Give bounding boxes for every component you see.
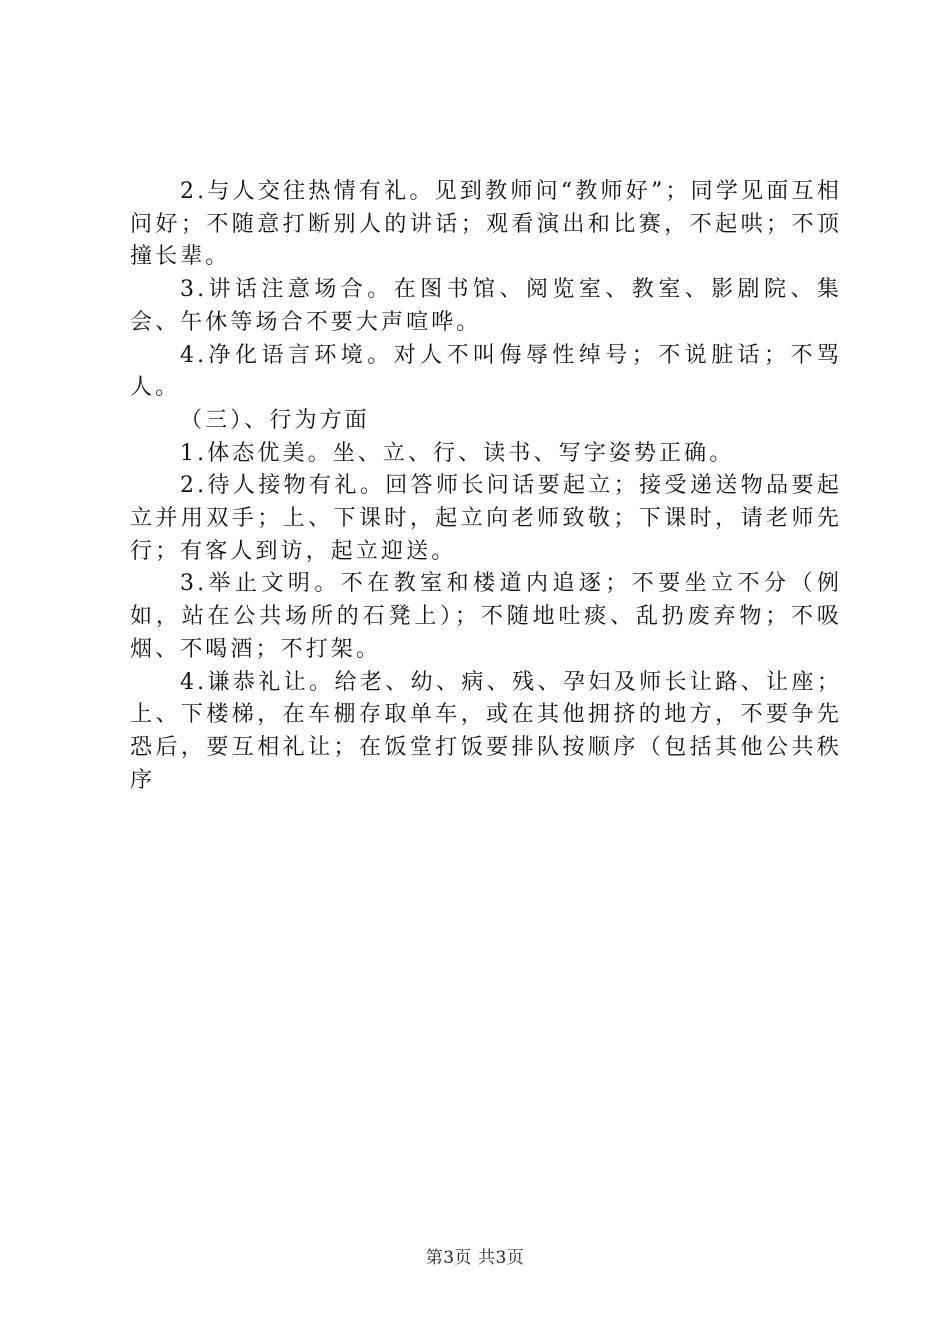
paragraph-etiquette: 2.待人接物有礼。回答师长问话要起立；接受递送物品要起立并用双手；上、下课时，起立向老师致敬；下课时，请老师先行；有客人到访，起立迎送。	[130, 473, 842, 564]
page-number-footer: 第3页 共3页	[425, 1248, 525, 1268]
section-heading-behavior: （三）、行为方面	[180, 407, 370, 433]
paragraph-posture: 1.体态优美。坐、立、行、读书、写字姿势正确。	[180, 440, 735, 466]
paragraph-civilized-conduct: 3.举止文明。不在教室和楼道内追逐；不要坐立不分（例如，站在公共场所的石凳上）；不随地吐痰、乱扔废弃物；不吸烟、不喝酒；不打架。	[130, 571, 842, 662]
paragraph-clean-language: 4.净化语言环境。对人不叫侮辱性绰号；不说脏话；不骂人。	[130, 342, 842, 401]
paragraph-courtesy-yielding: 4.谦恭礼让。给老、幼、病、残、孕妇及师长让路、让座；上、下楼梯，在车棚存取单车，或在其他拥挤的地方，不要争先恐后，要互相礼让；在饭堂打饭要排队按顺序（包括其他公共秩序	[130, 669, 842, 793]
document-body	[130, 176, 842, 797]
paragraph-interpersonal-courtesy: 2.与人交往热情有礼。见到教师问“教师好”；同学见面互相问好；不随意打断别人的讲话；观看演出和比赛，不起哄；不顶撞长辈。	[130, 179, 842, 270]
paragraph-speaking-occasions: 3.讲话注意场合。在图书馆、阅览室、教室、影剧院、集会、午休等场合不要大声喧哗。	[130, 277, 842, 335]
